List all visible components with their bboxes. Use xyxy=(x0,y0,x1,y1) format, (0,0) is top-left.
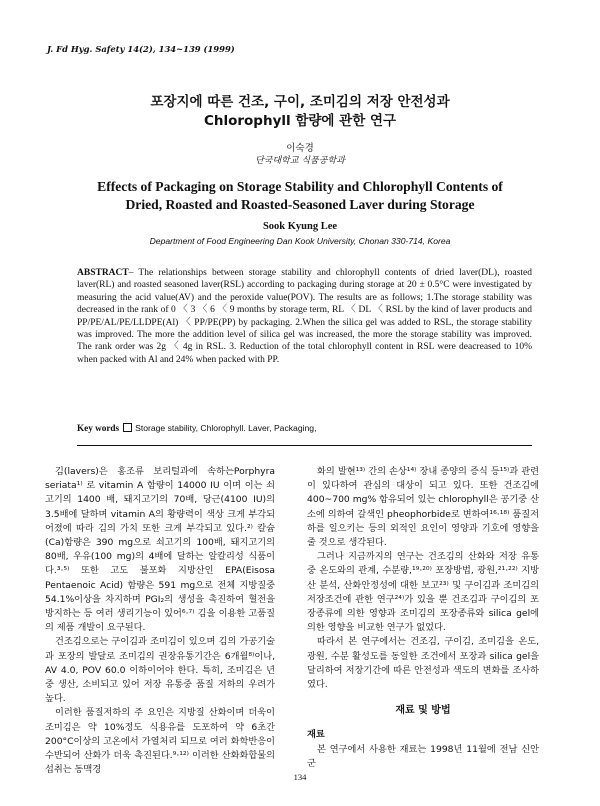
abstract-body: – The relationships between storage stability and chlorophyll contents of dried laver(DL), roasted laver(RL) and roasted seasoned laver(RSL) according to packaging during storage at 20 ± 0.5°C were investigated by measuring the acid value(AV) and the peroxide value(POV). The results are as follows; 1.The storage stability was decreased in the rank of 0 〈 3 〈 6 〈 9 months by storage term, RL 〈 DL 〈 RSL by the kind of laver products and PP/PE/AL/PE/LLDPE(Al) 〈 PP/PE(PP) by packaging. 2.When the silica gel was added to RSL, the storage stability was improved. The more the addition level of silica gel was increased, the more the storage stability was improved. The rank order was 2g 〈 4g in RSL. 3. Reduction of the total chlorophyll content in RSL were deacreased to 10% when packed with Al and 24% when packed with PP. xyxy=(77,268,532,365)
korean-title xyxy=(0,93,600,131)
abstract xyxy=(77,267,532,366)
subsection-heading: 재료 xyxy=(307,729,325,741)
page-number: 134 xyxy=(293,772,307,782)
paragraph: 이러한 품질저하의 주 요인은 지방질 산화이며 더욱이 조미김은 약 10%정도 식용유를 도포하여 약 6초간 200°C이상의 고온에서 가열처리 되므로 여러 화학반응이 수반되어 산화가 더욱 촉진된다.⁹·¹²⁾ 이러한 산화화합물의 섭취는 동맥경 xyxy=(45,707,275,776)
paragraph: 건조김으로는 구이김과 조미김이 있으며 김의 가공기술과 포장의 발달로 조미김의 권장유통기간은 6개월⁸⁾이나, AV 4.0, POV 60.0 이하이어야 한다. 특히, 조미김은 년 중 생산, 소비되고 있어 저장 유통중 품질 저하의 우려가 높다. xyxy=(45,636,275,705)
keywords-list: Storage stability, Chlorophyll. Laver, Packaging, xyxy=(135,423,317,433)
body-column-left xyxy=(45,465,275,777)
paragraph: 화의 발현¹³⁾ 간의 손상¹⁴⁾ 장내 종양의 증식 등¹⁵⁾과 관련이 있다하여 관심의 대상이 되고 있다. 또한 건조김에 400~700 mg% 함유되어 있는 chlorophyll은 공기중 산소에 의하여 갈색인 pheophorbide로 변하여¹⁶·¹⁸⁾ 품질저하를 일으키는 등의 외적인 요인이 영양과 기호에 영향을 줄 것으로 생각된다. xyxy=(307,466,539,549)
english-author: Sook Kyung Lee xyxy=(262,221,338,232)
journal-reference: J. Fd Hyg. Safety 14(2), 134~139 (1999) xyxy=(47,44,235,54)
body-column-right xyxy=(307,465,539,771)
korean-affiliation: 단국대학교 식품공학과 xyxy=(255,156,345,166)
divider-line xyxy=(77,445,532,446)
korean-title-line-1: 포장지에 따른 건조, 구이, 조미김의 저장 안전성과 xyxy=(150,94,450,110)
korean-author: 이숙경 xyxy=(286,143,314,154)
paragraph: 그러나 지금까지의 연구는 건조김의 산화와 저장 유통 중 온도와의 관계, 수분량,¹⁹·²⁰⁾ 포장방법, 광원,²¹·²²⁾ 지방산 분석, 산화안정성에 대한 보고²³⁾ 및 구이김과 조미김의 저장조건에 관한 연구²⁴⁾가 있을 뿐 건조김과 구이김의 포장종류에 의한 영향과 조미김의 포장종류와 silica gel에 의한 영향을 비교한 연구가 없었다. xyxy=(307,551,539,634)
checkbox-square-icon xyxy=(123,423,132,432)
english-affiliation: Department of Food Engineering Dan Kook University, Chonan 330-714, Korea xyxy=(149,236,451,246)
paragraph: 따라서 본 연구에서는 건조김, 구이김, 조미김을 온도, 광원, 수분 활성도를 동일한 조건에서 포장과 silica gel을 달리하여 저장기간에 따른 안전성과 색도의 변화를 조사하였다. xyxy=(307,636,539,691)
section-heading: 재료 및 방법 xyxy=(395,705,451,717)
keywords-label: Key words xyxy=(77,423,120,433)
english-title-line-1: Effects of Packaging on Storage Stability and Chlorophyll Contents of xyxy=(97,179,503,194)
english-title-line-2: Dried, Roasted and Roasted-Seasoned Laver during Storage xyxy=(125,197,475,212)
korean-title-line-2: Chlorophyll 함량에 관한 연구 xyxy=(203,113,397,129)
keywords xyxy=(77,423,532,433)
paragraph: 본 연구에서 사용한 재료는 1998년 11월에 전남 신안군 xyxy=(307,743,539,769)
english-title xyxy=(0,178,600,214)
abstract-label: ABSTRACT xyxy=(77,268,129,278)
paragraph: 김(lavers)은 홍조류 보리털과에 속하는Porphyra seriata¹⁾ 로 vitamin A 함량이 14000 IU 이며 이는 쇠고기의 1400 배, 돼지고기의 70배, 당근(4100 IU)의 3.5배에 달하며 vitamin A의 황량력이 색상 크게 부각되어졌에 따라 김의 가치 또한 크게 부각되고 있다.²⁾ 칼슘(Ca)함량은 390 mg으로 쇠고기의 100배, 돼지고기의 80배, 우유(100 mg)의 4배에 달하는 알칼리성 식품이다.³·⁵⁾ 또한 고도 불포화 지방산인 EPA(Eisosa Pentaenoic Acid) 함량은 591 mg으로 전체 지방질중 54.1%이상을 차지하며 PGI₂의 생성을 촉진하여 혈전을 방지하는 등 여러 생리기능이 있어⁶·⁷⁾ 김을 이용한 고품질의 제품 개발이 요구된다. xyxy=(45,466,275,634)
